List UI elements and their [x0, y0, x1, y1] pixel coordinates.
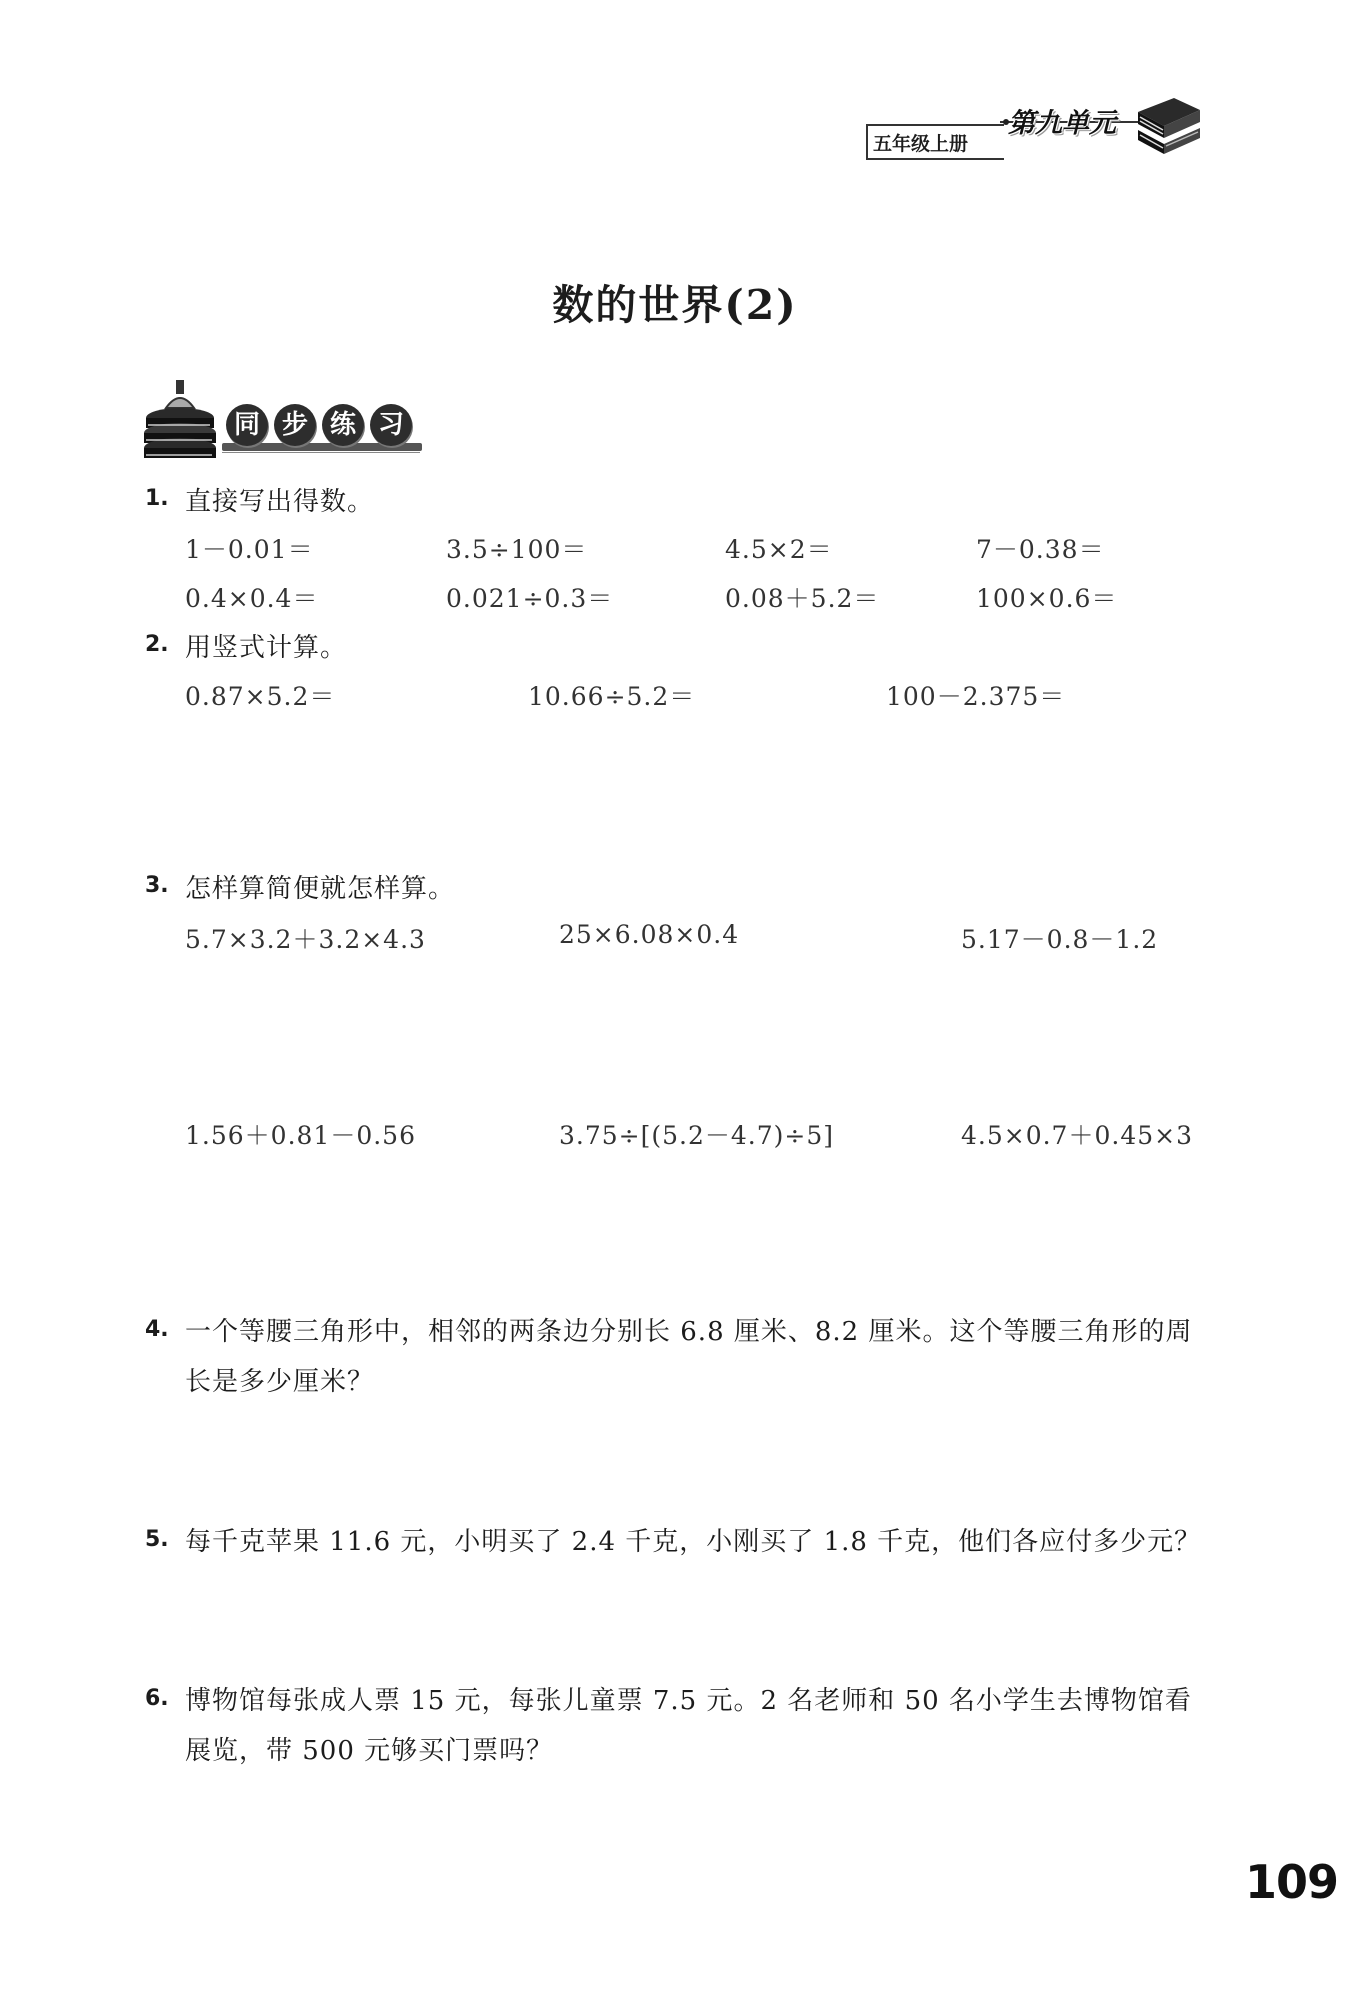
math-expression: 10.66÷5.2＝ [528, 682, 696, 711]
question-text: 展览，带 500 元够买门票吗？ [185, 1736, 554, 1766]
section-badge [226, 404, 412, 446]
books-lamp-icon [140, 378, 220, 468]
math-expression: 1－0.01＝ [185, 535, 314, 564]
math-expression: 7－0.38＝ [976, 535, 1105, 564]
math-expression: 100×0.6＝ [976, 584, 1118, 613]
question-text: 用竖式计算。 [185, 633, 348, 663]
question-number: 6. [145, 1686, 169, 1711]
section-badge-char: 习 [370, 404, 412, 446]
page-title: 数的世界(2) [552, 281, 798, 329]
math-expression: 5.7×3.2＋3.2×4.3 [185, 925, 426, 954]
books-stack-icon [1130, 90, 1205, 165]
math-expression: 1.56＋0.81－0.56 [185, 1121, 416, 1150]
math-expression: 0.08＋5.2＝ [725, 584, 880, 613]
math-expression: 0.4×0.4＝ [185, 584, 319, 613]
math-expression: 0.021÷0.3＝ [446, 584, 614, 613]
math-expression: 3.5÷100＝ [446, 535, 588, 564]
math-expression: 4.5×0.7＋0.45×3 [961, 1121, 1193, 1150]
math-expression: 3.75÷[(5.2－4.7)÷5] [559, 1121, 834, 1150]
question-number: 3. [145, 873, 169, 898]
question-text: 长是多少厘米？ [185, 1367, 375, 1397]
section-badge-char: 同 [226, 404, 268, 446]
question-text: 一个等腰三角形中，相邻的两条边分别长 6.8 厘米、8.2 厘米。这个等腰三角形的周 [185, 1317, 1193, 1347]
grade-label: 五年级上册 [873, 133, 969, 155]
question-number: 1. [145, 486, 169, 511]
math-expression: 100－2.375＝ [886, 682, 1066, 711]
question-number: 4. [145, 1317, 169, 1342]
question-text: 每千克苹果 11.6 元，小明买了 2.4 千克，小刚买了 1.8 千克，他们各应付多少元？ [185, 1527, 1202, 1557]
page-number: 109 [1245, 1855, 1339, 1909]
math-expression: 4.5×2＝ [725, 535, 833, 564]
section-badge-char: 练 [322, 404, 364, 446]
section-badge-underline [222, 452, 420, 453]
math-expression: 25×6.08×0.4 [559, 920, 740, 949]
question-number: 5. [145, 1527, 169, 1552]
section-badge-char: 步 [274, 404, 316, 446]
unit-label: 第九单元 [1008, 108, 1116, 139]
question-number: 2. [145, 632, 169, 657]
question-text: 怎样算简便就怎样算。 [185, 874, 456, 904]
math-expression: 5.17－0.8－1.2 [961, 925, 1159, 954]
math-expression: 0.87×5.2＝ [185, 682, 336, 711]
question-text: 直接写出得数。 [185, 487, 375, 517]
question-text: 博物馆每张成人票 15 元，每张儿童票 7.5 元。2 名老师和 50 名小学生去博物馆看 [185, 1686, 1192, 1716]
